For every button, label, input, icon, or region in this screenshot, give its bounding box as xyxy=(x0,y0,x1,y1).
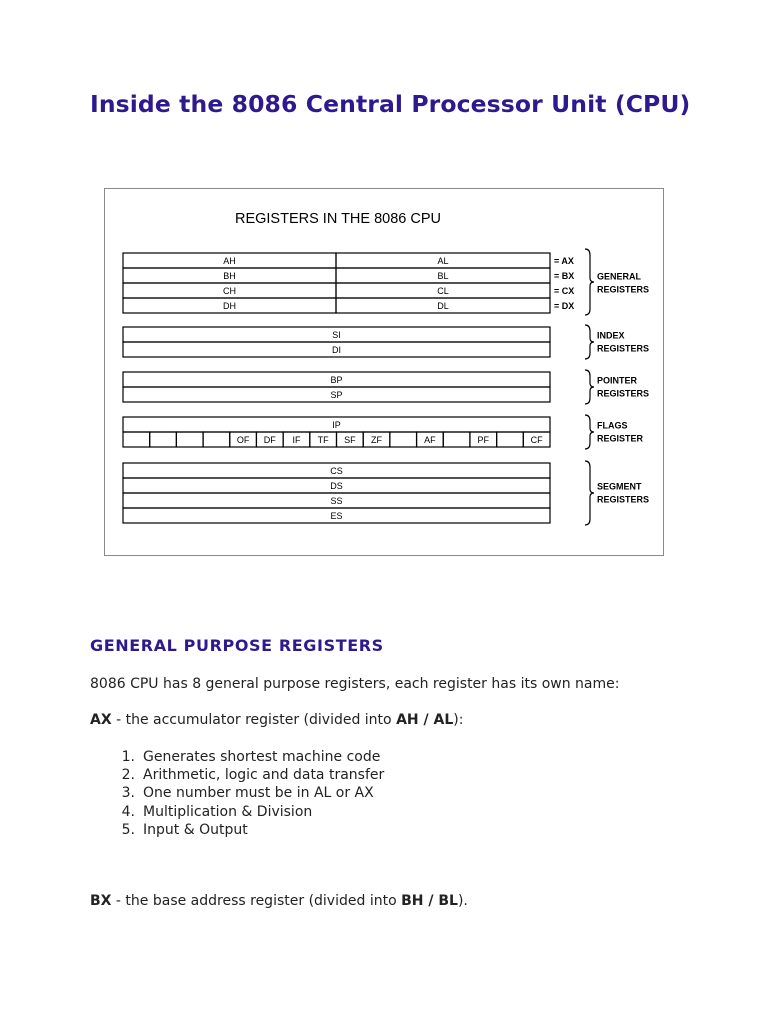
register-pair-label: = AX xyxy=(554,256,574,266)
diagram-title: REGISTERS IN THE 8086 CPU xyxy=(234,211,442,227)
ax-text-before: - the accumulator register (divided into xyxy=(111,712,397,728)
register-label: CL xyxy=(437,286,449,296)
register-label: AH xyxy=(223,256,236,266)
list-item-text: Input & Output xyxy=(143,821,248,838)
general-registers-brace xyxy=(585,249,594,315)
intro-paragraph: 8086 CPU has 8 general purpose registers, each register has its own name: xyxy=(90,676,620,692)
flags-register-label: FLAGS xyxy=(597,420,628,431)
segment-registers-label: SEGMENT xyxy=(597,481,642,492)
register-pair-label: = CX xyxy=(554,286,575,296)
ax-name: AX xyxy=(90,712,112,728)
register-label: SS xyxy=(330,496,343,506)
list-item-text: Generates shortest machine code xyxy=(143,749,381,765)
list-item xyxy=(90,803,384,821)
register-label: DH xyxy=(223,301,236,311)
bx-paragraph xyxy=(90,893,468,909)
list-item xyxy=(90,821,384,839)
list-item xyxy=(90,766,384,784)
general-registers-label: REGISTERS xyxy=(597,284,650,295)
index-registers-label: INDEX xyxy=(597,330,625,341)
register-label: BL xyxy=(437,271,449,281)
register-label: DL xyxy=(437,301,449,311)
list-item-number: 4. xyxy=(121,803,135,820)
flag-bit-cell xyxy=(203,432,230,447)
segment-registers-brace xyxy=(585,461,594,525)
register-label: SP xyxy=(330,390,343,400)
ax-parts: AH / AL xyxy=(396,712,454,728)
register-label: AL xyxy=(437,256,449,266)
flag-bit-label: CF xyxy=(530,435,543,445)
list-item xyxy=(90,784,384,802)
register-diagram-svg xyxy=(105,189,663,555)
list-item-number: 3. xyxy=(121,785,135,802)
flag-bit-cell xyxy=(497,432,524,447)
flag-bit-label: SF xyxy=(344,435,356,445)
section-heading: GENERAL PURPOSE REGISTERS xyxy=(90,636,384,655)
register-label: BH xyxy=(223,271,236,281)
register-label: IP xyxy=(332,420,341,430)
flag-bit-cell xyxy=(123,432,150,447)
list-item-number: 2. xyxy=(121,767,135,784)
flag-bit-label: PF xyxy=(477,435,490,445)
register-label: DI xyxy=(332,345,341,355)
pointer-registers-label: POINTER xyxy=(597,375,638,386)
index-registers-label: REGISTERS xyxy=(597,343,650,354)
page-title: Inside the 8086 Central Processor Unit (CPU) xyxy=(90,90,691,118)
register-label: ES xyxy=(330,511,343,521)
general-registers-label: GENERAL xyxy=(597,271,642,282)
flag-bit-label: DF xyxy=(263,435,276,445)
list-item-number: 1. xyxy=(121,749,135,765)
flag-bit-label: TF xyxy=(317,435,329,445)
flag-bit-cell xyxy=(176,432,203,447)
bx-text-after: ). xyxy=(457,893,468,909)
ax-uses-list xyxy=(90,748,384,839)
register-label: SI xyxy=(332,330,341,340)
register-label: CS xyxy=(330,466,343,476)
list-item-text: Multiplication & Division xyxy=(143,803,313,820)
register-pair-label: = DX xyxy=(554,301,575,311)
register-label: BP xyxy=(330,375,343,385)
register-diagram xyxy=(104,188,664,556)
register-label: CH xyxy=(223,286,236,296)
ax-text-after: ): xyxy=(453,712,464,728)
bx-name: BX xyxy=(90,893,112,909)
bx-parts: BH / BL xyxy=(401,893,458,909)
flag-bit-label: ZF xyxy=(371,435,383,445)
index-registers-brace xyxy=(585,325,594,359)
list-item-text: Arithmetic, logic and data transfer xyxy=(143,767,385,784)
flags-register-label: REGISTER xyxy=(597,433,644,444)
flag-bit-cell xyxy=(390,432,417,447)
flag-bit-cell xyxy=(443,432,470,447)
list-item xyxy=(90,748,384,766)
list-item-text: One number must be in AL or AX xyxy=(143,785,374,802)
register-label: DS xyxy=(330,481,343,491)
bx-text-before: - the base address register (divided into xyxy=(111,893,402,909)
flag-bit-label: AF xyxy=(424,435,436,445)
flag-bit-label: OF xyxy=(236,435,250,445)
register-pair-label: = BX xyxy=(554,271,575,281)
flag-bit-label: IF xyxy=(292,435,301,445)
ax-paragraph xyxy=(90,712,463,728)
pointer-registers-brace xyxy=(585,370,594,404)
list-item-number: 5. xyxy=(121,821,135,838)
segment-registers-label: REGISTERS xyxy=(597,494,650,505)
pointer-registers-label: REGISTERS xyxy=(597,388,650,399)
flags-register-brace xyxy=(585,415,594,449)
flag-bit-cell xyxy=(150,432,177,447)
